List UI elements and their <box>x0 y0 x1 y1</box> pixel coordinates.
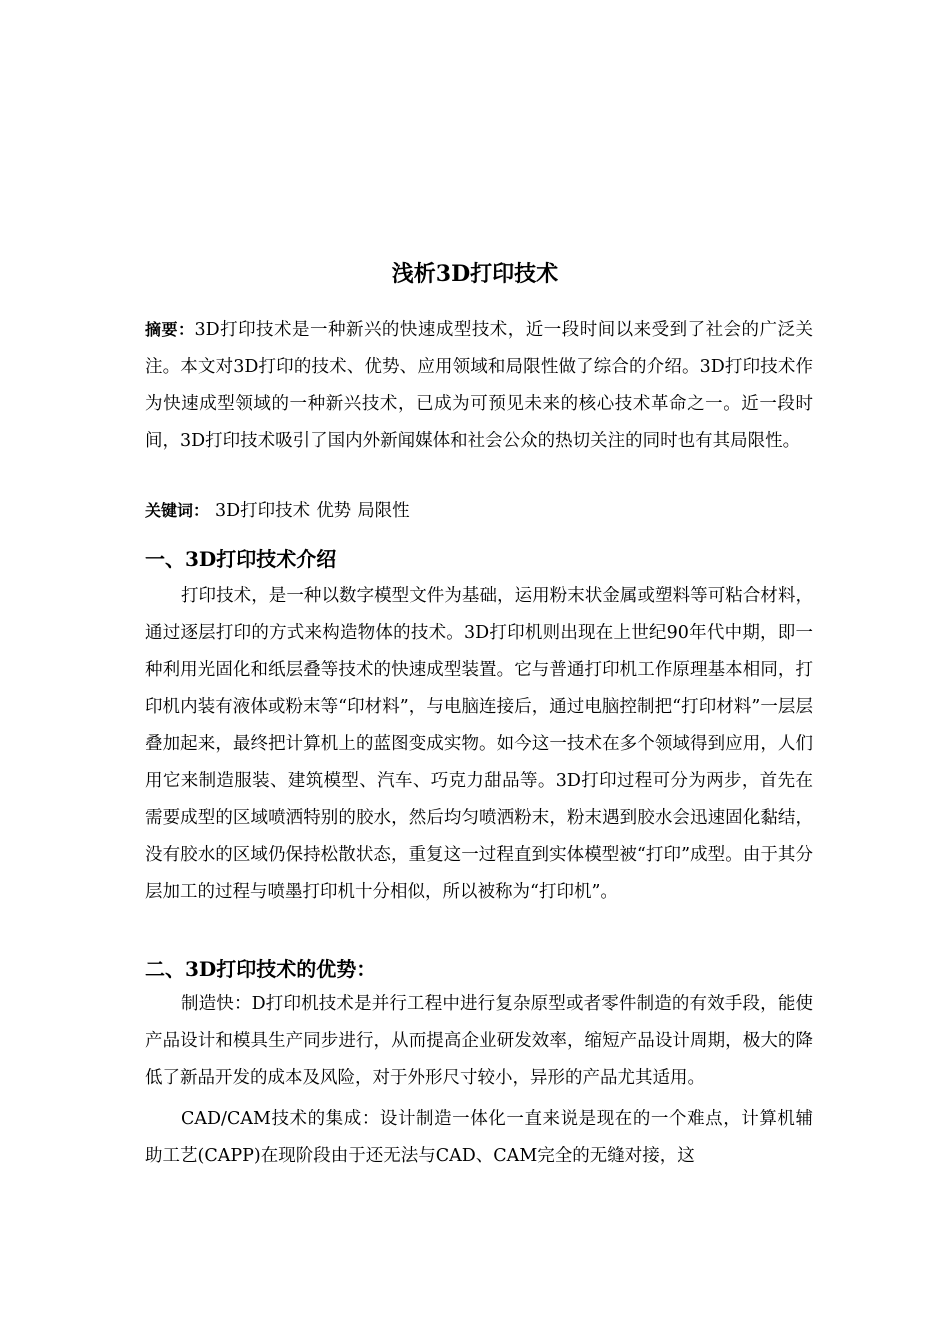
abstract <box>145 311 813 460</box>
abstract-text: 3D打印技术是一种新兴的快速成型技术，近一段时间以来受到了社会的广泛关注。本文对3D打印的技术、优势、应用领域和局限性做了综合的介绍。3D打印技术作为快速成型领域的一种新兴技术，已成为可预见未来的核心技术革命之一。近一段时间，3D打印技术吸引了国内外新闻媒体和社会公众的热切关注的同时也有其局限性。 <box>145 320 813 451</box>
keyword-item: 局限性 <box>357 501 410 521</box>
paragraph: 制造快：D打印机技术是并行工程中进行复杂原型或者零件制造的有效手段，能使产品设计和模具生产同步进行，从而提高企业研发效率，缩短产品设计周期，极大的降低了新品开发的成本及风险，对于外形尺寸较小，异形的产品尤其适用。 <box>145 994 813 1088</box>
paragraph: CAD/CAM技术的集成：设计制造一体化一直来说是现在的一个难点，计算机辅助工艺(CAPP)在现阶段由于还无法与CAD、CAM完全的无缝对接，这 <box>145 1109 813 1166</box>
keyword-item: 3D打印技术 <box>215 501 311 521</box>
keywords-label: 关键词： <box>145 501 210 520</box>
document-title: 浅析3D打印技术 <box>391 261 559 287</box>
keyword-item: 优势 <box>316 501 352 521</box>
section-2-body <box>145 986 813 1175</box>
abstract-label: 摘要： <box>145 320 195 339</box>
section-heading-1: 一、3D打印技术介绍 <box>145 547 337 571</box>
section-1-body <box>145 578 813 911</box>
section-heading-2: 二、3D打印技术的优势： <box>145 957 377 981</box>
paragraph: 打印技术，是一种以数字模型文件为基础，运用粉末状金属或塑料等可粘合材料，通过逐层打印的方式来构造物体的技术。3D打印机则出现在上世纪90年代中期，即一种利用光固化和纸层叠等技术的快速成型装置。它与普通打印机工作原理基本相同，打印机内装有液体或粉末等“印材料”，与电脑连接后，通过电脑控制把“打印材料”一层层叠加起来，最终把计算机上的蓝图变成实物。如今这一技术在多个领域得到应用，人们用它来制造服装、建筑模型、汽车、巧克力甜品等。3D打印过程可分为两步，首先在需要成型的区域喷洒特别的胶水，然后均匀喷洒粉末，粉末遇到胶水会迅速固化黏结，没有胶水的区域仍保持松散状态，重复这一过程直到实体模型被“打印”成型。由于其分层加工的过程与喷墨打印机十分相似，所以被称为“打印机”。 <box>145 586 813 902</box>
keywords <box>145 492 813 530</box>
